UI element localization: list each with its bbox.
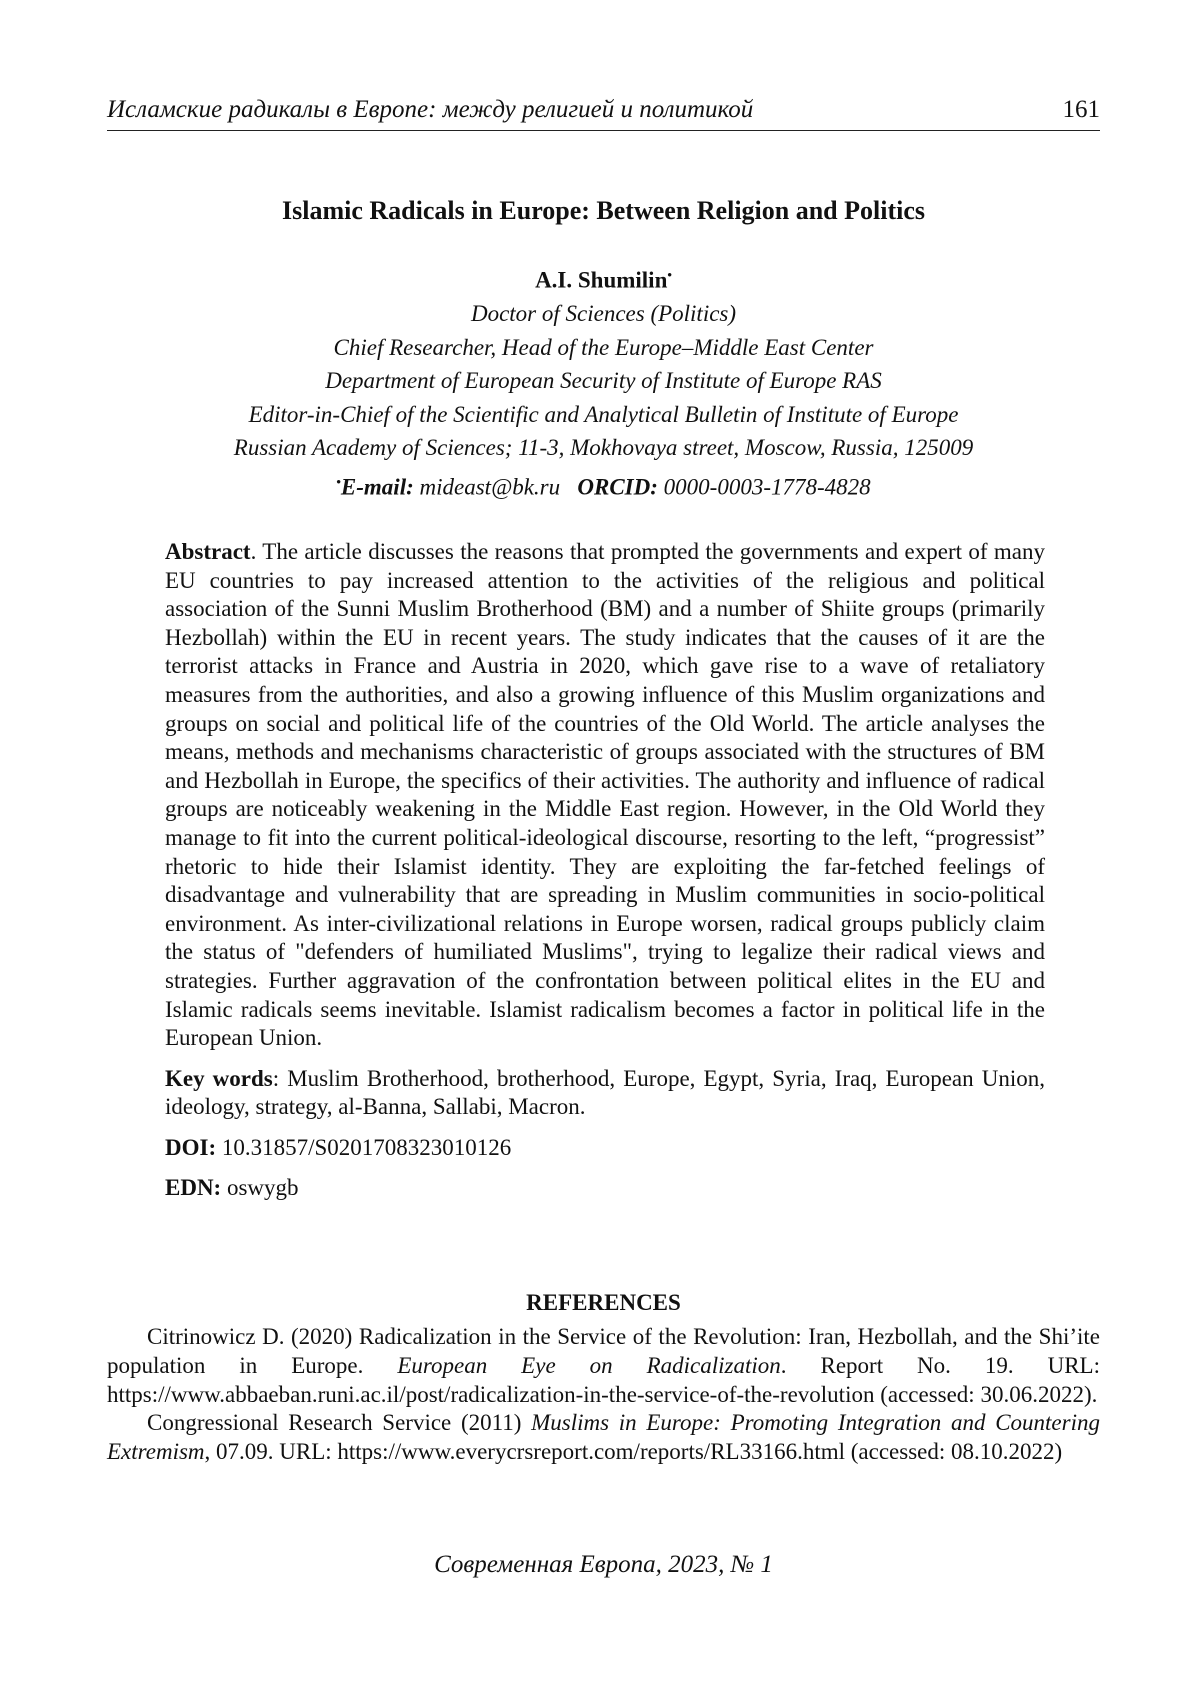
abstract-paragraph xyxy=(165,538,1045,1053)
doi-line xyxy=(165,1134,1045,1163)
affiliation-editor: Editor-in-Chief of the Scientific and Analytical Bulletin of Institute of Europe xyxy=(248,401,959,427)
author-footnote-mark: • xyxy=(667,267,672,282)
abstract-text: . The article discusses the reasons that prompted the governments and expert of many EU countries to pay increased attention to the activities of the religious and political association of the Sunni Muslim Brotherhood (BM) and a number of Shiite groups (primarily Hezbollah) within the EU in recent years. The study indicates that the causes of it are the terrorist attacks in France and Austria in 2020, which gave rise to a wave of retaliatory measures from the authorities, and also a growing influence of this Muslim organizations and groups on social and political life of the countries of the Old World. The article analyses the means, methods and mechanisms characteristic of groups associated with the structures of BM and Hezbollah in Europe, the specifics of their activities. The authority and influence of radical groups are noticeably weakening in the Middle East region. However, in the Old World they manage to fit into the current political-ideological discourse, resorting to the left, “progressist” rhetoric to hide their Islamist identity. They are exploiting the far-fetched feelings of disadvantage and vulnerability that are spreading in Muslim communities in socio-political environment. As inter-civilizational relations in Europe worsen, radical groups publicly claim the status of "defenders of humiliated Muslims", trying to legalize their radical views and strategies. Further aggravation of the confrontation between political elites in the EU and Islamic radicals seems inevitable. Islamist radicalism becomes a factor in political life in the European Union. xyxy=(165,539,1045,1051)
orcid-id[interactable]: 0000-0003-1778-4828 xyxy=(663,474,871,500)
edn-label: EDN: xyxy=(165,1175,222,1201)
keywords-label: Key words xyxy=(165,1065,273,1091)
reference-item: Citrinowicz D. (2020) Radicalization in the Service of the Revolution: Iran, Hezbollah, and the Shi’ite population in Europe. European Eye on Radicalization. Report No. 19. URL: https://www.abbaeban.runi.ac.il/post/radicalization-in-the-service-of-the-revolution (accessed: 30.06.2022). xyxy=(107,1324,1101,1407)
affiliation-position: Chief Researcher, Head of the Europe–Middle East Center xyxy=(333,334,874,360)
orcid-label: ORCID: xyxy=(577,474,658,500)
affiliation-department: Department of European Security of Institute of Europe RAS xyxy=(325,368,882,394)
reference-item: Congressional Research Service (2011) Muslims in Europe: Promoting Integration and Countering Extremism, 07.09. URL: https://www.everycrsreport.com/reports/RL33166.html (accessed: 08.10.2022) xyxy=(107,1410,1100,1465)
email-address[interactable]: mideast@bk.ru xyxy=(419,474,561,500)
running-title: Исламские радикалы в Европе: между религией и политикой xyxy=(107,96,754,123)
contact-line: •E-mail: mideast@bk.ru ORCID: 0000-0003-1778-4828 xyxy=(336,473,871,500)
running-foot: Современная Европа, 2023, № 1 xyxy=(434,1551,773,1578)
references-list xyxy=(107,1323,1100,1467)
keywords-paragraph xyxy=(165,1065,1045,1122)
affiliation-address: Russian Academy of Sciences; 11-3, Mokhovaya street, Moscow, Russia, 125009 xyxy=(233,435,974,461)
abstract-section xyxy=(165,538,1045,1203)
abstract-label: Abstract xyxy=(165,539,251,564)
running-head xyxy=(107,96,1100,131)
doi-label: DOI: xyxy=(165,1134,217,1160)
affiliation-degree: Doctor of Sciences (Politics) xyxy=(470,301,737,327)
author-block xyxy=(107,258,1100,504)
page-number: 161 xyxy=(1062,96,1100,123)
author-name: A.I. Shumilin• xyxy=(535,267,672,293)
article-title: Islamic Radicals in Europe: Between Religion and Politics xyxy=(281,196,926,225)
keywords-text: : Muslim Brotherhood, brotherhood, Europe, Egypt, Syria, Iraq, European Union, ideology, strategy, al-Banna, Sallabi, Macron. xyxy=(165,1065,1045,1120)
edn-value: oswygb xyxy=(226,1175,299,1201)
references-heading: REFERENCES xyxy=(526,1290,681,1315)
edn-line xyxy=(165,1174,1045,1203)
email-label: E-mail: xyxy=(340,474,414,500)
doi-value[interactable]: 10.31857/S0201708323010126 xyxy=(221,1134,512,1160)
